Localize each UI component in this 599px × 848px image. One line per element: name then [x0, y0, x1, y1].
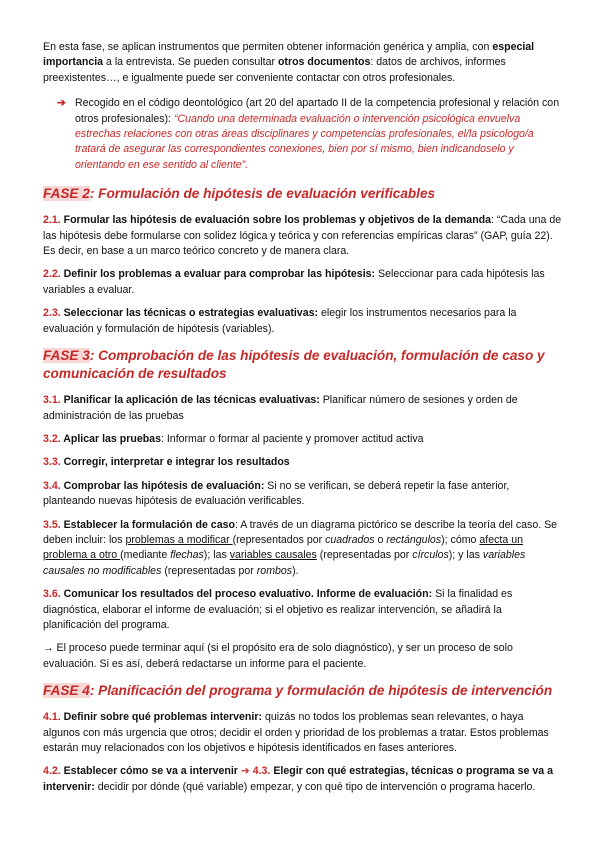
item-heading: Establecer la formulación de caso [60, 518, 235, 531]
item-heading: Elegir con qué estrategias, técnicas o programa se va a intervenir: [43, 765, 553, 793]
intro-text: : datos de archivos, informes preexistentes…, e igualmente puede ser conveniente contactar con otros profesionales. [43, 56, 506, 84]
item-italic: variables causales no modificables [43, 549, 526, 577]
item-body: (representadas por [316, 549, 413, 562]
item-number: 3.2. [43, 432, 61, 445]
list-item-3-1 [43, 393, 562, 424]
list-item-3-3 [43, 455, 562, 470]
list-item-2-3 [43, 306, 562, 337]
item-body: o [374, 533, 387, 546]
phase-title: : Planificación del programa y formulación de hipótesis de intervención [89, 683, 553, 699]
item-italic: rombos [256, 564, 293, 577]
item-italic: rectángulos [386, 533, 442, 546]
item-heading: Comunicar los resultados del proceso evaluativo. Informe de evaluación: [60, 588, 433, 601]
list-item-2-2 [43, 267, 562, 298]
item-number: 4.2. [43, 765, 61, 778]
item-body: : A través de un diagrama pictórico se describe la teoría del caso. Se deben incluir: los [43, 518, 558, 546]
item-heading: Formular las hipótesis de evaluación sobre los problemas y objetivos de la demanda [60, 214, 492, 227]
item-heading: Aplicar las pruebas [60, 432, 161, 445]
phase-label: FASE 4 [43, 683, 90, 699]
item-body: (representados por [232, 533, 326, 546]
list-item-3-4 [43, 479, 562, 510]
phase-label: FASE 2 [43, 186, 90, 202]
item-underline: problemas a modificar [125, 533, 233, 546]
item-heading: Establecer cómo se va a intervenir [60, 765, 241, 778]
item-underline: variables causales [229, 549, 317, 562]
item-body: (representadas por [161, 564, 257, 577]
item-italic: cuadrados [325, 533, 375, 546]
item-body: Planificar número de sesiones y orden de administración de las pruebas [43, 394, 518, 422]
intro-paragraph [43, 40, 562, 86]
bullet-text [75, 96, 562, 173]
item-heading: Planificar la aplicación de las técnicas evaluativas: [60, 394, 320, 407]
item-number: 3.4. [43, 479, 61, 492]
deontology-bullet [43, 96, 562, 173]
item-number: 3.6. [43, 588, 61, 601]
phase-label: FASE 3 [43, 348, 90, 364]
intro-text: a la entrevista. Se pueden consultar [103, 56, 278, 69]
arrow-icon: ➔ [240, 765, 250, 778]
list-item-2-1 [43, 213, 562, 259]
item-heading: Seleccionar las técnicas o estrategias evaluativas: [60, 307, 319, 320]
note-text: → El proceso puede terminar aquí (si el propósito era de solo diagnóstico), y ser un proceso de solo evaluación. Si es así, deberá redactarse un informe para el paciente. [43, 642, 513, 670]
item-number: 2.1. [43, 214, 61, 227]
arrow-bullet-icon: ➔ [57, 97, 66, 110]
bullet-quote: “Cuando una determinada evaluación o intervención psicológica envuelva estrechas relaciones con otras áreas disciplinares y competencias profesionales, el/la psicologo/a tratará de asegurar las correspondientes conexiones, bien por sí mismo, bien indicandoselo y orientando en ese sentido al cliente”. [75, 112, 534, 171]
item-number: 3.5. [43, 518, 61, 531]
item-number: 4.3. [249, 765, 271, 778]
list-item-4-1 [43, 710, 562, 756]
item-body: Si la finalidad es diagnóstica, elaborar el informe de evaluación; si el objetivo es realizar intervención, se añadirá la planificación del programa. [43, 588, 513, 631]
item-body: Si no se verifican, se deberá repetir la fase anterior, planteando nuevas hipótesis de evaluación verificables. [43, 479, 510, 508]
list-item-4-2 [43, 764, 562, 795]
item-italic: flechas [170, 549, 204, 562]
section-heading-fase3 [43, 347, 562, 383]
item-body: Seleccionar para cada hipótesis las variables a evaluar. [43, 268, 545, 296]
phase-title: : Formulación de hipótesis de evaluación verificables [89, 186, 436, 202]
section-heading-fase2 [43, 185, 562, 203]
item-body: decidir por dónde (qué variable) empezar, y con qué tipo de intervención o programa hacerlo. [94, 780, 536, 793]
item-body: ); las [203, 549, 230, 562]
item-number: 3.3. [43, 456, 61, 469]
bullet-body-text: Recogido en el código deontológico (art 20 del apartado II de la competencia profesional y relación con otros profesionales): [75, 97, 560, 125]
item-body: elegir los instrumentos necesarios para la evaluación y formulación de hipótesis (variables). [43, 307, 517, 335]
item-body: quizás no todos los problemas sean relevantes, o haya algunos con más urgencia que otros; decidir el orden y prioridad de los problemas a tratar. Estos problemas estarán muy relacionados con los objetivos e hipótesis identificados en fases anteriores. [43, 711, 549, 754]
intro-bold: especial importancia [43, 41, 535, 69]
item-body: (mediante [120, 549, 171, 562]
item-heading: Corregir, interpretar e integrar los resultados [60, 456, 290, 469]
item-heading: Definir los problemas a evaluar para comprobar las hipótesis: [60, 268, 376, 281]
item-body: : “Cada una de las hipótesis debe formularse con solidez lógica y teórica y con referencias empíricas claras” (GAP, guía 22). Es decir, en base a un marco teórico concreto y de manera clara. [43, 214, 562, 258]
item-underline: afecta un problema a otro [43, 533, 523, 562]
process-note [43, 641, 562, 672]
list-item-3-2 [43, 432, 562, 447]
item-italic: círculos [412, 549, 449, 562]
item-number: 3.1. [43, 394, 61, 407]
intro-bold: otros documentos [277, 56, 371, 69]
section-heading-fase4 [43, 682, 562, 700]
item-heading: Comprobar las hipótesis de evaluación: [60, 479, 265, 492]
item-number: 4.1. [43, 711, 61, 724]
phase-title: : Comprobación de las hipótesis de evaluación, formulación de caso y comunicación de resultados [43, 348, 545, 382]
document-page [43, 40, 562, 803]
item-number: 2.3. [43, 307, 61, 320]
item-body: ); cómo [441, 533, 480, 546]
item-body: : Informar o formar al paciente y promover actitud activa [160, 432, 424, 445]
item-heading: Definir sobre qué problemas intervenir: [60, 711, 262, 724]
item-body: ); y las [448, 549, 483, 562]
item-number: 2.2. [43, 268, 61, 281]
item-body: ). [292, 564, 299, 577]
list-item-3-5 [43, 518, 562, 580]
list-item-3-6 [43, 587, 562, 633]
intro-text: En esta fase, se aplican instrumentos que permiten obtener información genérica y amplia, con [43, 41, 493, 53]
